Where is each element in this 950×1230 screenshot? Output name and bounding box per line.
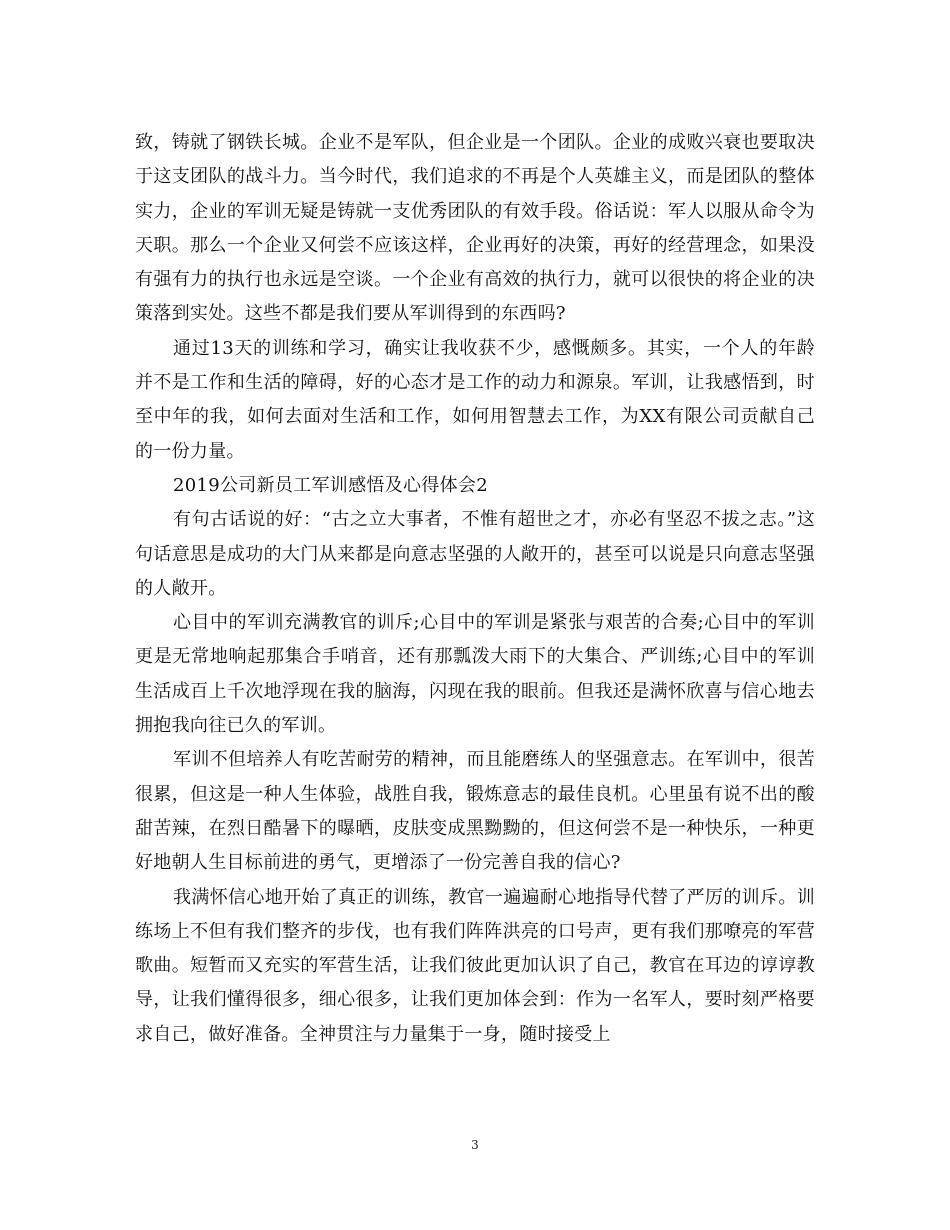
section-heading: 2019公司新员工军训感悟及心得体会2: [173, 474, 488, 496]
paragraph-5: 军训不但培养人有吃苦耐劳的精神，而且能磨练人的坚强意志。在军训中，很苦很累，但这是一种人生体验，战胜自我，锻炼意志的最佳良机。心里虽有说不出的酸甜苦辣，在烈日酷暑下的曝晒，皮肤变成黑黝黝的，但这何尝不是一种快乐，一种更好地朝人生目标前进的勇气，更增添了一份完善自我的信心?: [135, 749, 815, 874]
paragraph-2: 通过13天的训练和学习，确实让我收获不少，感慨颇多。其实，一个人的年龄并不是工作和生活的障碍，好的心态才是工作的动力和源泉。军训，让我感悟到，时至中年的我，如何去面对生活和工作，如何用智慧去工作，为XX有限公司贡献自己的一份力量。: [135, 337, 815, 462]
paragraph-6: 我满怀信心地开始了真正的训练，教官一遍遍耐心地指导代替了严厉的训斥。训练场上不但有我们整齐的步伐，也有我们阵阵洪亮的口号声，更有我们那嘹亮的军营歌曲。短暂而又充实的军营生活，让我们彼此更加认识了自己，教官在耳边的谆谆教导，让我们懂得很多，细心很多，让我们更加体会到：作为一名军人，要时刻严格要求自己，做好准备。全神贯注与力量集于一身，随时接受上: [135, 886, 815, 1045]
paragraph-3: 有句古话说的好：“古之立大事者，不惟有超世之才，亦必有坚忍不拔之志。”这句话意思是成功的大门从来都是向意志坚强的人敞开的，甚至可以说是只向意志坚强的人敞开。: [135, 509, 815, 599]
paragraph-1: 致，铸就了钢铁长城。企业不是军队，但企业是一个团队。企业的成败兴衰也要取决于这支团队的战斗力。当今时代，我们追求的不再是个人英雄主义，而是团队的整体实力，企业的军训无疑是铸就一支优秀团队的有效手段。俗话说：军人以服从命令为天职。那么一个企业又何尝不应该这样，企业再好的决策，再好的经营理念，如果没有强有力的执行也永远是空谈。一个企业有高效的执行力，就可以很快的将企业的决策落到实处。这些不都是我们要从军训得到的东西吗?: [135, 132, 815, 325]
document-body: [135, 126, 815, 1052]
paragraph-4: 心目中的军训充满教官的训斥;心目中的军训是紧张与艰苦的合奏;心目中的军训更是无常地响起那集合手哨音，还有那瓢泼大雨下的大集合、严训练;心目中的军训生活成百上千次地浮现在我的脑海，闪现在我的眼前。但我还是满怀欣喜与信心地去拥抱我向往已久的军训。: [135, 612, 815, 737]
page-number: 3: [471, 1138, 479, 1152]
